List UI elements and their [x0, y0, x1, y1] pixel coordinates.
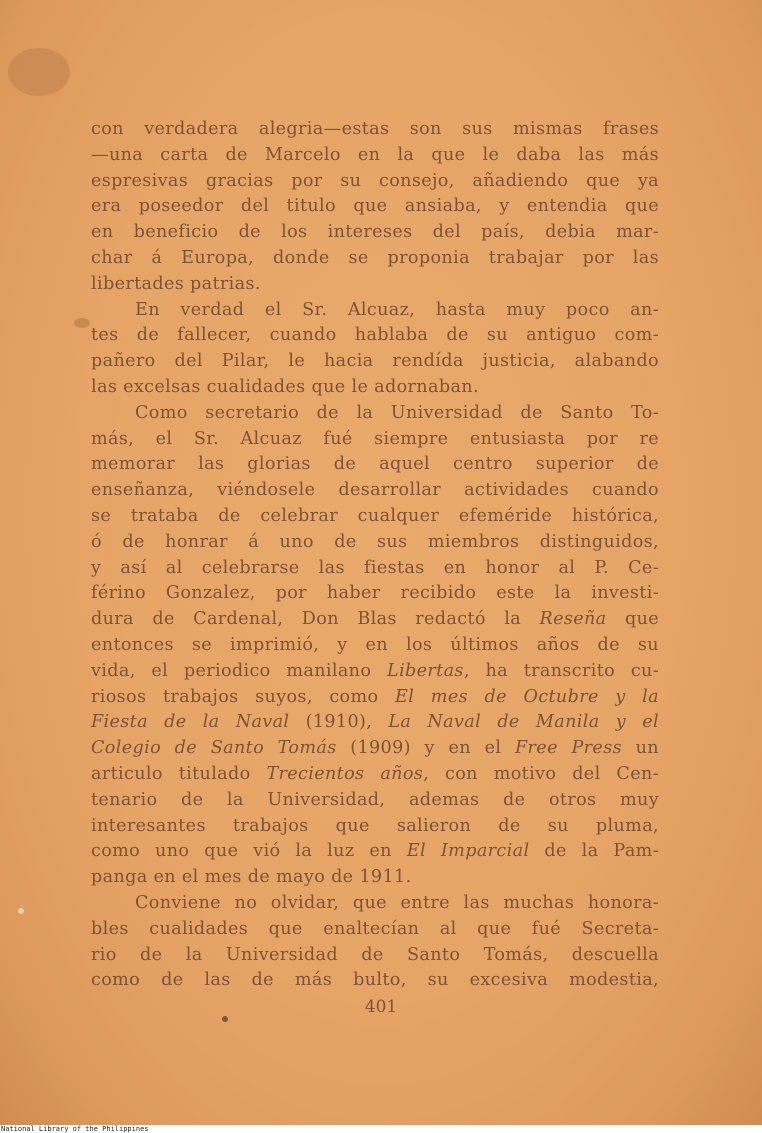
text-span: Conviene no olvidar, que entre las muchas honora-: [135, 892, 659, 913]
text-span: dura de Cardenal, Don Blas redactó la: [91, 609, 540, 630]
italic-title: Fiesta de la Naval: [91, 712, 290, 733]
text-span: bles cualidades que enaltecían al que fué Secreta-: [91, 918, 659, 939]
text-line: [91, 865, 659, 891]
text-line: [91, 736, 659, 762]
text-span: interesantes trabajos que salieron de su pluma,: [91, 815, 659, 836]
text-span: tenario de la Universidad, ademas de otros muy: [91, 789, 659, 810]
text-span: riosos trabajos suyos, como: [91, 686, 396, 707]
paper-stain: [74, 318, 90, 328]
page-number: 401: [364, 997, 398, 1017]
italic-title: Reseña: [539, 609, 607, 630]
text-span: un: [621, 738, 659, 759]
text-span: char á Europa, donde se proponia trabajar por las: [91, 247, 659, 268]
text-span: tes de fallecer, cuando hablaba de su antiguo com-: [91, 325, 659, 346]
text-line: [91, 375, 659, 401]
text-line: [91, 478, 659, 504]
text-span: en beneficio de los intereses del país, debia mar-: [91, 222, 659, 243]
text-span: (1909) y en el: [336, 738, 515, 759]
text-span: espresivas gracias por su consejo, añadiendo que ya: [91, 170, 659, 191]
text-line: [91, 762, 659, 788]
text-span: entonces se imprimió, y en los últimos años de su: [91, 634, 659, 655]
text-span: , con motivo del Cen-: [423, 763, 659, 784]
italic-title: Colegio de Santo Tomás: [91, 738, 337, 759]
text-line: [91, 349, 659, 375]
text-span: férino Gonzalez, por haber recibido este la investi-: [91, 583, 659, 604]
text-span: (1910),: [289, 712, 389, 733]
text-line: [91, 246, 659, 272]
text-line: [91, 659, 659, 685]
text-line: [91, 788, 659, 814]
italic-title: El mes de Octubre y la: [395, 686, 659, 707]
italic-title: El Imparcial: [406, 841, 530, 862]
text-span: enseñanza, viéndosele desarrollar actividades cuando: [91, 480, 659, 501]
text-line: [91, 298, 659, 324]
text-span: memorar las glorias de aquel centro superior de: [91, 454, 659, 475]
text-span: que: [606, 609, 660, 630]
text-line: [91, 530, 659, 556]
text-line: [91, 220, 659, 246]
text-span: era poseedor del titulo que ansiaba, y entendia que: [91, 196, 659, 217]
text-line: [91, 633, 659, 659]
text-line: [91, 143, 659, 169]
text-span: articulo titulado: [91, 763, 267, 784]
text-line: [91, 504, 659, 530]
text-span: rio de la Universidad de Santo Tomás, descuella: [91, 944, 659, 965]
text-line: [91, 323, 659, 349]
paper-stain: [18, 908, 24, 914]
text-line: [91, 891, 659, 917]
text-line: [91, 581, 659, 607]
italic-title: Libertas: [387, 660, 464, 681]
text-line: [91, 556, 659, 582]
text-line: [91, 839, 659, 865]
text-line: [91, 427, 659, 453]
body-text: [91, 117, 659, 994]
text-span: más, el Sr. Alcuaz fué siempre entusiasta por re: [91, 428, 659, 449]
italic-title: La Naval de Manila y el: [388, 712, 659, 733]
text-line: [91, 685, 659, 711]
text-span: las excelsas cualidades que le adornaban.: [91, 376, 479, 397]
text-span: se trataba de celebrar cualquer efeméride histórica,: [91, 505, 659, 526]
italic-title: Free Press: [514, 738, 622, 759]
paper-stain: [8, 48, 70, 96]
text-line: [91, 452, 659, 478]
text-line: [91, 607, 659, 633]
footer-credit: National Library of the Philippines: [0, 1125, 762, 1133]
text-span: ó de honrar á uno de sus miembros distinguidos,: [91, 531, 659, 552]
text-line: [91, 943, 659, 969]
text-span: como de las de más bulto, su excesiva modestia,: [91, 970, 659, 991]
text-line: [91, 710, 659, 736]
text-span: Como secretario de la Universidad de Santo To-: [135, 402, 659, 423]
text-span: En verdad el Sr. Alcuaz, hasta muy poco an-: [135, 299, 659, 320]
text-line: [91, 968, 659, 994]
text-span: vida, el periodico manilano: [91, 660, 388, 681]
text-span: panga en el mes de mayo de 1911.: [91, 867, 412, 888]
text-span: , ha transcrito cu-: [463, 660, 659, 681]
text-line: [91, 194, 659, 220]
text-span: con verdadera alegria—estas son sus mismas frases: [91, 119, 659, 139]
text-span: de la Pam-: [529, 841, 659, 862]
text-line: [91, 272, 659, 298]
text-span: libertades patrias.: [91, 273, 261, 294]
text-line: [91, 117, 659, 143]
text-span: y así al celebrarse las fiestas en honor al P. Ce-: [91, 557, 659, 578]
text-span: pañero del Pilar, le hacia rendída justicia, alabando: [91, 351, 659, 372]
text-span: —una carta de Marcelo en la que le daba las más: [91, 144, 659, 165]
text-line: [91, 169, 659, 195]
text-line: [91, 814, 659, 840]
text-line: [91, 401, 659, 427]
text-span: como uno que vió la luz en: [91, 841, 407, 862]
italic-title: Trecientos años: [266, 763, 424, 784]
text-line: [91, 917, 659, 943]
